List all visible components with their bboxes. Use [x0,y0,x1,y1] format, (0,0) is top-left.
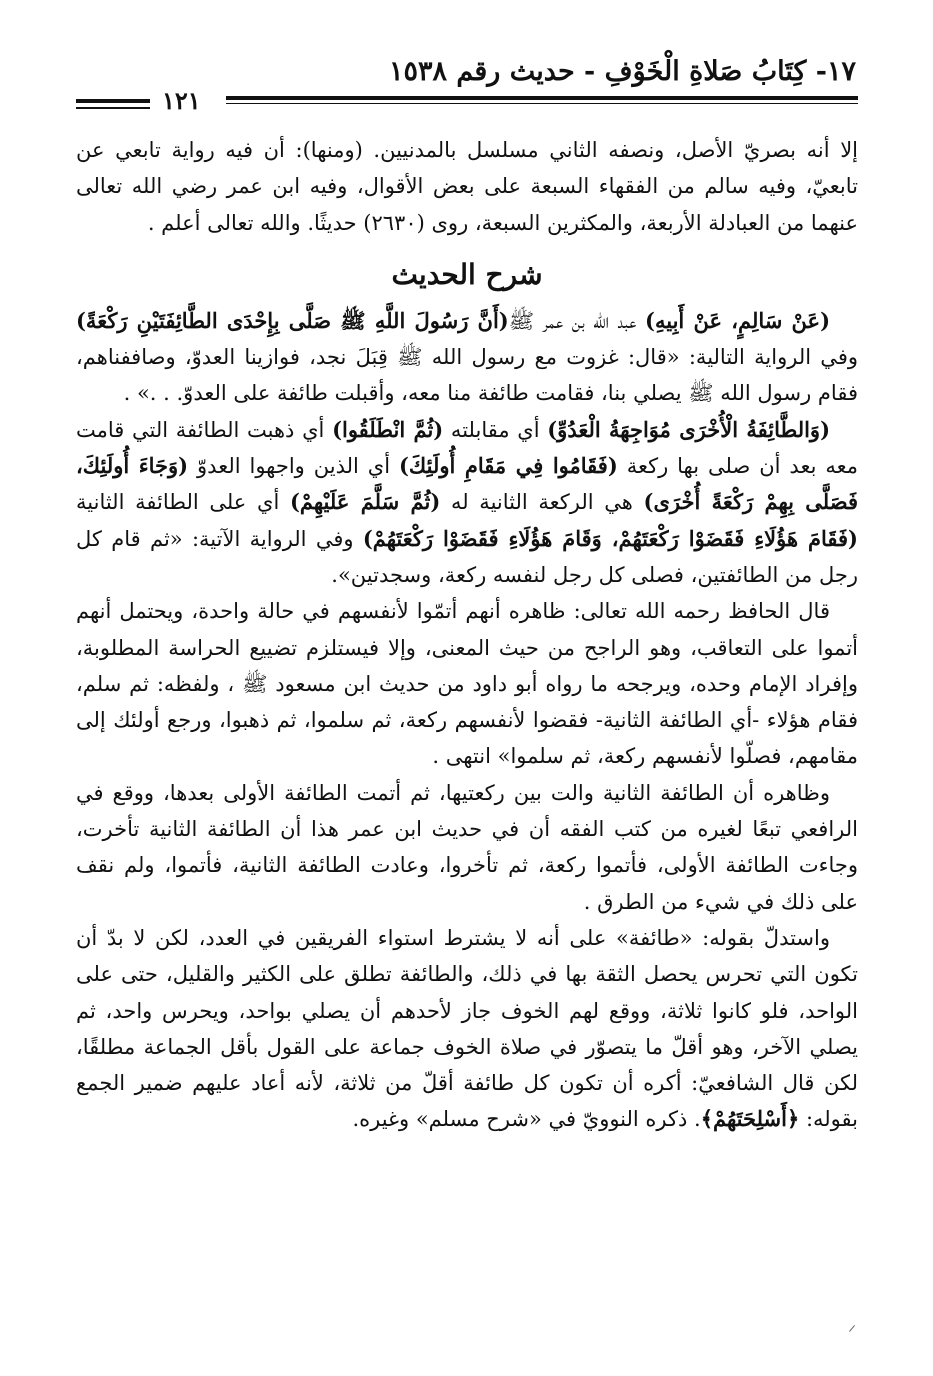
commentary-1: أي مقابلته [443,417,548,442]
stray-mark [849,1325,855,1332]
hadith-phrase-2: (ثُمَّ انْطَلَقُوا) [332,416,444,442]
hadith-phrase-3: (فَقَامُوا فِي مَقَامِ أُولَئِكَ) [398,453,618,479]
header-rule-thin [226,103,858,104]
paragraph-2 [76,412,858,593]
page-body [76,132,858,1138]
intro-paragraph: إلا أنه بصريّ الأصل، ونصفه الثاني مسلسل بالمدنيين. (ومنها): أن فيه رواية تابعي عن تابعيّ، وفيه سالم من الفقهاء السبعة على بعض الأقوال، وفيه ابن عمر رضي الله تعالى عنهما من العبادلة الأربعة، والمكثرين السبعة، روى (٢٦٣٠) حديثًا. والله تعالى أعلم . [76,138,858,235]
commentary-2: أي ذهبت الطائفة التي قامت معه بعد أن صلى بها ركعة [76,417,858,479]
hadith-phrase-6: (فَقَامَ هَؤُلَاءِ فَقَضَوْا رَكْعَتَهُمْ، وَقَامَ هَؤُلَاءِ فَقَضَوْا رَكْعَتَهُمْ) [362,525,858,551]
commentary-5: أي على الطائفة الثانية [76,490,290,515]
commentary-6: وفي الرواية الآتية: «ثم قام كل رجل من الطائفتين، فصلى كل رجل لنفسه ركعة، وسجدتين». [76,526,858,587]
hadith-phrase-4: (وَجَاءَ أُولَئِكَ، فَصَلَّى بِهِمْ رَكْعَةً أُخْرَى) [76,453,858,515]
hadith-quote-1: (عَنْ سَالِمٍ، عَنْ أَبِيهِ) [645,307,831,333]
narrator-name: عبد الله بن عمر [534,308,646,333]
page-number-rule-left-2 [76,107,150,109]
hadith-phrase-1: (وَالطَّائِفَةُ الْأُخْرَى مُوَاجِهَةُ الْعَدُوِّ) [547,416,831,442]
paragraph-1-rest: وفي الرواية التالية: «قال: غزوت مع رسول الله ﷺ قِبَلَ نجد، فوازينا العدوّ، وصاففناهم، فقام رسول الله ﷺ يصلي بنا، فقامت طائفة منا معه، وأقبلت طائفة على العدوّ. . .» . [76,345,858,406]
commentary-4: هي الركعة الثانية له [440,490,644,515]
paragraph-1 [76,303,858,412]
page-number-rule-left-1 [76,99,150,103]
paragraph-5-tail: . ذكره النوويّ في «شرح مسلم» وغيره. [352,1107,701,1132]
quran-verse: ﴿أَسْلِحَتَهُمْ﴾ [700,1106,800,1132]
paragraph-5 [76,920,858,1138]
hadith-phrase-5: (ثُمَّ سَلَّمَ عَلَيْهِمْ) [289,489,441,515]
honorific-symbol: ﷺ [508,308,535,333]
hadith-quote-2: (أَنَّ رَسُولَ اللَّهِ ﷺ صَلَّى بِإِحْدَى الطَّائِفَتَيْنِ رَكْعَةً) [76,307,509,333]
page-number: ١٢١ [162,86,201,115]
header-rule-thick [226,96,858,100]
header-title: ١٧- كِتَابُ صَلاةِ الْخَوْفِ - حديث رقم ١٥٣٨ [389,56,856,87]
paragraph-3: قال الحافظ رحمه الله تعالى: ظاهره أنهم أتمّوا لأنفسهم في حالة واحدة، ويحتمل أنهم أتموا على التعاقب، وهو الراجح من حيث المعنى، وإلا فيستلزم تضييع الحراسة المطلوبة، وإفراد الإمام وحده، ويرجحه ما رواه أبو داود من حديث ابن مسعود ﷺ ، ولفظه: ثم سلم، فقام هؤلاء -أي الطائفة الثانية- فقضوا لأنفسهم ركعة، ثم سلموا، ثم ذهبوا، ورجع أولئك إلى مقامهم، فصلّوا لأنفسهم ركعة، ثم سلموا» انتهى . [76,599,858,769]
paragraph-4: وظاهره أن الطائفة الثانية والت بين ركعتيها، ثم أتمت الطائفة الأولى بعدها، ووقع في الرافعي تبعًا لغيره من كتب الفقه أن في حديث ابن عمر هذا أن الطائفة الثانية تأخرت، وجاءت الطائفة الأولى، فأتموا ركعة، ثم تأخروا، وعادت الطائفة الثانية، فأتموا، ولم نقف على ذلك في شيء من الطرق . [76,780,858,914]
paragraph-5-text: واستدلّ بقوله: «طائفة» على أنه لا يشترط استواء الفريقين في العدد، لكن لا بدّ أن تكون التي تحرس يحصل الثقة بها في ذلك، والطائفة تطلق على الكثير والقليل، حتى على الواحد، فلو كانوا ثلاثة، ووقع لهم الخوف جاز لأحدهم أن يصلي بواحد، ويحرس واحد، ثم يصلي الآخر، وهو أقلّ ما يتصوّر في صلاة الخوف جماعة على القول بأقل الجماعة مطلقًا، لكن قال الشافعيّ: أكره أن تكون كل طائفة أقلّ من ثلاثة، لأنه أعاد عليهم ضمير الجمع بقوله: [76,925,858,1132]
commentary-3: أي الذين واجهوا العدوّ [188,454,399,479]
section-title: شرح الحديث [391,257,543,291]
